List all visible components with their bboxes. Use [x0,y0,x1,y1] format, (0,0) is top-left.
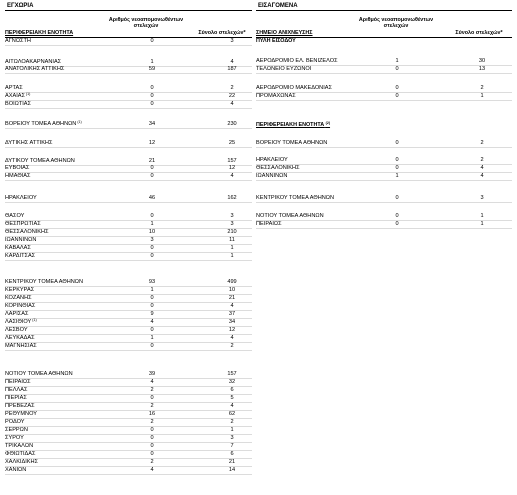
table-row [5,195,252,202]
region-row-name-text: ΗΡΑΚΛΕΙΟΥ [256,157,288,163]
region-row-new-count: 0 [395,157,399,163]
left-row-new-count: 16 [148,411,156,417]
region-row-divider [256,202,512,203]
left-row-total-count: 34 [228,319,236,325]
region-row-name [256,157,288,164]
left-row-name-text: ΘΕΣΠΡΩΤΙΑΣ [5,221,41,227]
left-row-name-text: ΛΕΥΚΑΔΑΣ [5,335,35,341]
left-row-new-count: 10 [148,229,156,235]
table-row [256,195,512,202]
left-row-name [5,237,36,244]
gate-row-name [256,85,332,92]
region-row-new-count: 0 [395,221,399,227]
left-row-new-count: 0 [150,253,154,259]
left-row-total-count: 6 [230,451,234,457]
right-region-heading-label: ΠΕΡΙΦΕΡΕΙΑΚΗ ΕΝΟΤΗΤΑ [256,122,325,128]
gate-row-divider [256,73,512,74]
left-row-name [5,435,24,442]
left-row-total-count: 4 [230,335,234,341]
table-row [5,158,252,165]
left-header-total: Σύνολο στελεχών* [198,30,246,36]
left-row-name-text: ΒΟΙΩΤΙΑΣ [5,101,31,107]
left-row-name [5,459,38,466]
left-row-name [5,371,73,378]
left-row-name [5,245,31,252]
right-section-title: ΕΙΣΑΓΟΜΕΝΑ [258,3,298,9]
left-row-name [5,221,41,228]
entry-gate-heading: ΠΥΛΗ ΕΙΣΟΔΟΥ [256,38,296,44]
left-row-name-text: ΛΕΣΒΟΥ [5,327,28,333]
left-row-name-text: ΠΕΙΡΑΙΩΣ [5,379,31,385]
region-row-name [256,221,282,228]
table-row [256,140,512,147]
region-row-new-count: 0 [395,165,399,171]
left-row-name-text: ΘΕΣΣΑΛΟΝΙΚΗΣ [5,229,49,235]
left-row-name-text: ΔΥΤΙΚΗΣ ΑΤΤΙΚΗΣ [5,140,53,146]
left-row-footnote: (1) [76,120,82,124]
left-row-new-count: 1 [150,335,154,341]
table-row [5,343,252,350]
region-row-total-count: 4 [480,173,484,179]
left-row-name-text: ΛΑΣΙΘΙΟΥ [5,319,32,325]
left-row-total-count: 157 [227,371,237,377]
table-row [5,427,252,434]
table-row [5,379,252,386]
left-row-total-count: 162 [227,195,237,201]
left-row-divider [5,128,252,129]
left-row-name [5,140,52,147]
left-row-name [5,395,27,402]
left-row-name-text: ΗΡΑΚΛΕΙΟΥ [5,195,37,201]
left-title-rule [5,10,252,11]
left-row-name-text: ΚΟΡΙΝΘΙΑΣ [5,303,36,309]
left-row-name-text: ΤΡΙΚΑΛΩΝ [5,443,34,449]
left-row-new-count: 46 [148,195,156,201]
table-row [5,93,252,100]
left-row-total-count: 3 [230,38,234,44]
left-row-divider [5,45,252,46]
table-row [5,387,252,394]
gate-row-total-count: 2 [480,85,484,91]
left-row-total-count: 10 [228,287,236,293]
left-row-name-text: ΚΑΒΑΛΑΣ [5,245,31,251]
table-row [5,38,252,45]
left-row-name-text: ΠΙΕΡΙΑΣ [5,395,27,401]
gate-row-name [256,93,296,100]
table-row [5,229,252,236]
left-row-name-text: ΜΑΓΝΗΣΙΑΣ [5,343,37,349]
region-row-name [256,195,334,202]
left-row-new-count: 0 [150,85,154,91]
left-row-new-count: 59 [148,66,156,72]
table-row [5,419,252,426]
left-row-name [5,319,37,326]
table-row [5,85,252,92]
left-row-divider [5,474,252,475]
left-row-total-count: 4 [230,101,234,107]
left-row-total-count: 2 [230,343,234,349]
left-row-total-count: 12 [228,327,236,333]
left-row-new-count: 3 [150,237,154,243]
region-row-new-count: 0 [395,195,399,201]
left-row-new-count: 21 [148,158,156,164]
left-row-total-count: 37 [228,311,236,317]
table-row [5,435,252,442]
left-row-name-text: ΔΥΤΙΚΟΥ ΤΟΜΕΑ ΑΘΗΝΩΝ [5,158,75,164]
region-row-name-text: ΝΟΤΙΟΥ ΤΟΜΕΑ ΑΘΗΝΩΝ [256,213,324,219]
left-row-new-count: 2 [150,403,154,409]
left-row-total-count: 7 [230,443,234,449]
left-row-total-count: 32 [228,379,236,385]
left-row-name [5,343,37,350]
region-row-name [256,165,300,172]
table-row [5,165,252,172]
left-row-name-text: ΚΕΡΚΥΡΑΣ [5,287,35,293]
gate-row-divider [256,100,512,101]
left-row-new-count: 0 [150,213,154,219]
left-row-new-count: 4 [150,379,154,385]
left-row-footnote: (1) [31,318,37,322]
left-row-name-text: ΑΧΑΙΑΣ [5,93,25,99]
region-row-new-count: 0 [395,140,399,146]
left-row-new-count: 9 [150,311,154,317]
left-row-name [5,66,64,73]
region-row-name [256,213,324,220]
left-row-total-count: 4 [230,403,234,409]
left-row-name [5,303,35,310]
left-row-total-count: 4 [230,303,234,309]
region-row-divider [256,147,512,148]
left-row-new-count: 0 [150,327,154,333]
left-row-name-text: ΑΡΤΑΣ [5,85,23,91]
left-row-total-count: 2 [230,85,234,91]
left-row-total-count: 210 [227,229,237,235]
table-row [256,85,512,92]
region-row-name [256,140,327,147]
left-row-name [5,121,82,128]
left-row-name [5,327,28,334]
table-row [5,467,252,474]
left-row-total-count: 22 [228,93,236,99]
left-row-total-count: 14 [228,467,236,473]
left-row-name [5,59,61,66]
left-row-total-count: 1 [230,427,234,433]
left-row-total-count: 21 [228,295,236,301]
left-row-name-text: ΚΑΡΔΙΤΣΑΣ [5,253,36,259]
left-row-new-count: 2 [150,459,154,465]
gate-row-name-text: ΠΡΟΜΑΧΩΝΑΣ [256,93,296,99]
table-row [5,459,252,466]
left-row-total-count: 25 [228,140,236,146]
left-row-new-count: 0 [150,101,154,107]
left-row-new-count: 4 [150,319,154,325]
region-row-divider [256,180,512,181]
left-row-total-count: 4 [230,173,234,179]
left-row-name [5,427,28,434]
table-row [5,173,252,180]
left-row-total-count: 62 [228,411,236,417]
left-row-divider [5,350,252,351]
left-section-title: ΕΓΧΩΡΙΑ [7,3,34,9]
region-row-name-text: ΘΕΣΣΑΛΟΝΙΚΗΣ [256,165,300,171]
region-row-total-count: 1 [480,213,484,219]
gate-row-name [256,66,311,73]
left-row-name-text: ΣΥΡΟΥ [5,435,24,441]
left-row-divider [5,147,252,148]
right-header-total: Σύνολο στελεχών* [455,30,503,36]
gate-row-new-count: 1 [395,58,399,64]
gate-row-new-count: 0 [395,93,399,99]
left-row-total-count: 3 [230,435,234,441]
gate-row-new-count: 0 [395,85,399,91]
left-row-new-count: 34 [148,121,156,127]
table-row [256,66,512,73]
table-row [5,311,252,318]
left-row-name-text: ΠΡΕΒΕΖΑΣ [5,403,35,409]
table-row [5,443,252,450]
left-row-name-text: ΣΕΡΡΩΝ [5,427,28,433]
left-row-total-count: 230 [227,121,237,127]
gate-row-name-text: ΑΕΡΟΔΡΟΜΙΟ ΕΛ. ΒΕΝΙΖΕΛΟΣ [256,58,338,64]
gate-row-new-count: 0 [395,66,399,72]
left-row-footnote: (1) [24,92,31,96]
table-row [5,59,252,66]
table-row [5,403,252,410]
table-row [5,253,252,260]
right-region-heading [256,122,330,128]
left-row-total-count: 4 [230,59,234,65]
left-row-name [5,93,30,100]
left-row-name-text: ΚΕΝΤΡΙΚΟΥ ΤΟΜΕΑ ΑΘΗΝΩΝ [5,279,84,285]
left-row-name [5,173,30,180]
left-row-name-text: ΑΙΤΩΛΟΑΚΑΡΝΑΝΙΑΣ [5,59,62,65]
left-row-name-text: ΒΟΡΕΙΟΥ ΤΟΜΕΑ ΑΘΗΝΩΝ [5,121,77,127]
region-row-name [256,173,287,180]
left-row-total-count: 187 [227,66,237,72]
region-row-total-count: 2 [480,157,484,163]
left-row-new-count: 0 [150,427,154,433]
left-row-new-count: 0 [150,443,154,449]
left-row-name-text: ΛΑΡΙΣΑΣ [5,311,29,317]
left-row-name [5,158,75,165]
table-row [5,66,252,73]
left-header-new: Αριθμός νεοαπομονωθέντων στελεχών [108,17,184,29]
left-row-new-count: 1 [150,287,154,293]
table-row [5,213,252,220]
left-row-new-count: 0 [150,245,154,251]
left-row-name [5,85,23,92]
region-row-new-count: 1 [395,173,399,179]
left-row-name [5,403,35,410]
left-row-total-count: 3 [230,213,234,219]
right-header-new: Αριθμός νεοαπομονωθέντων στελεχών [358,17,434,29]
table-row [5,245,252,252]
left-row-new-count: 0 [150,451,154,457]
left-row-name [5,311,28,318]
left-row-name [5,101,31,108]
left-row-name [5,411,37,418]
gate-row-total-count: 30 [478,58,486,64]
left-row-new-count: 0 [150,303,154,309]
left-row-total-count: 1 [230,245,234,251]
left-row-new-count: 39 [148,371,156,377]
left-row-name-text: ΙΩΑΝΝΙΝΩΝ [5,237,37,243]
table-row [5,295,252,302]
left-row-name [5,279,83,286]
region-row-total-count: 3 [480,195,484,201]
region-row-new-count: 0 [395,213,399,219]
table-row [5,237,252,244]
gate-row-name-text: ΑΕΡΟΔΡΟΜΙΟ ΜΑΚΕΔΟΝΙΑΣ [256,85,332,91]
left-header-region: ΠΕΡΙΦΕΡΕΙΑΚΗ ΕΝΟΤΗΤΑ [5,30,74,36]
left-row-name [5,443,33,450]
table-row [5,303,252,310]
region-row-name-text: ΒΟΡΕΙΟΥ ΤΟΜΕΑ ΑΘΗΝΩΝ [256,140,328,146]
left-row-new-count: 0 [150,165,154,171]
left-row-name [5,387,27,394]
left-row-name [5,419,25,426]
table-row [5,335,252,342]
table-row [5,101,252,108]
left-row-total-count: 3 [230,221,234,227]
table-row [256,165,512,172]
left-row-name [5,195,37,202]
left-row-name-text: ΝΟΤΙΟΥ ΤΟΜΕΑ ΑΘΗΝΩΝ [5,371,73,377]
region-row-total-count: 2 [480,140,484,146]
left-row-total-count: 1 [230,253,234,259]
region-row-name-text: ΚΕΝΤΡΙΚΟΥ ΤΟΜΕΑ ΑΘΗΝΩΝ [256,195,335,201]
left-row-divider [5,108,252,109]
region-row-total-count: 1 [480,221,484,227]
left-row-divider [5,180,252,181]
left-row-name-text: ΘΑΣΟΥ [5,213,25,219]
left-row-name-text: ΡΕΘΥΜΝΟΥ [5,411,37,417]
region-row-name-text: ΠΕΙΡΑΙΩΣ [256,221,282,227]
left-row-name [5,165,29,172]
right-title-rule [256,10,512,11]
left-row-total-count: 5 [230,395,234,401]
left-row-new-count: 0 [150,435,154,441]
left-row-total-count: 11 [229,237,235,243]
gate-row-total-count: 13 [478,66,486,72]
left-row-total-count: 21 [228,459,236,465]
table-row [5,121,252,128]
left-row-name [5,38,31,45]
left-row-new-count: 0 [150,93,154,99]
table-row [5,221,252,228]
left-row-new-count: 93 [148,279,156,285]
right-region-heading-note: (2) [325,121,331,125]
left-row-new-count: 1 [150,59,154,65]
table-row [5,279,252,286]
table-row [5,411,252,418]
left-row-name-text: ΚΟΖΑΝΗΣ [5,295,32,301]
left-row-new-count: 2 [150,419,154,425]
table-row [256,213,512,220]
left-row-name-text: ΦΘΙΩΤΙΔΑΣ [5,451,36,457]
left-row-new-count: 4 [150,467,154,473]
left-row-new-count: 0 [150,395,154,401]
table-row [256,173,512,180]
right-header-point: ΣΗΜΕΙΟ ΑΝΙΧΝΕΥΣΗΣ [256,30,313,36]
left-row-new-count: 0 [150,173,154,179]
left-row-name [5,379,31,386]
left-row-total-count: 499 [227,279,237,285]
gate-row-name [256,58,338,65]
table-row [256,58,512,65]
left-row-name [5,335,35,342]
left-row-name-text: ΑΝΑΤΟΛΙΚΗΣ ΑΤΤΙΚΗΣ [5,66,65,72]
left-row-name [5,213,24,220]
table-row [5,395,252,402]
left-row-divider [5,73,252,74]
left-row-new-count: 1 [150,221,154,227]
gate-row-total-count: 1 [480,93,484,99]
region-row-total-count: 4 [480,165,484,171]
left-row-name-text: ΠΕΛΛΑΣ [5,387,28,393]
left-row-name [5,287,34,294]
table-row [5,371,252,378]
table-row [5,287,252,294]
left-row-total-count: 2 [230,419,234,425]
left-row-new-count: 2 [150,387,154,393]
left-row-name [5,451,35,458]
left-row-divider [5,202,252,203]
left-row-name-text: ΕΥΒΟΙΑΣ [5,165,30,171]
left-row-name-text: ΑΓΝΩΣΤΗ [5,38,31,44]
table-row [256,221,512,228]
left-row-name [5,295,32,302]
left-row-new-count: 0 [150,343,154,349]
left-row-new-count: 0 [150,295,154,301]
left-row-divider [5,260,252,261]
left-row-new-count: 12 [148,140,156,146]
table-row [5,451,252,458]
table-row [5,319,252,326]
left-row-name-text: ΧΑΛΚΙΔΙΚΗΣ [5,459,39,465]
left-row-name [5,467,26,474]
left-row-total-count: 12 [228,165,236,171]
table-row [5,140,252,147]
table-row [256,93,512,100]
left-row-name-text: ΡΟΔΟΥ [5,419,25,425]
left-row-new-count: 0 [150,38,154,44]
region-row-divider [256,228,512,229]
gate-row-name-text: ΤΕΛΩΝΕΙΟ ΕΥΖΩΝΟΙ [256,66,312,72]
table-row [256,157,512,164]
left-row-name-text: ΧΑΝΙΩΝ [5,467,27,473]
left-row-total-count: 157 [227,158,237,164]
region-row-name-text: ΙΩΑΝΝΙΝΩΝ [256,173,288,179]
left-row-name [5,253,35,260]
left-row-name [5,229,49,236]
table-row [5,327,252,334]
left-row-total-count: 6 [230,387,234,393]
left-row-name-text: ΗΜΑΘΙΑΣ [5,173,31,179]
